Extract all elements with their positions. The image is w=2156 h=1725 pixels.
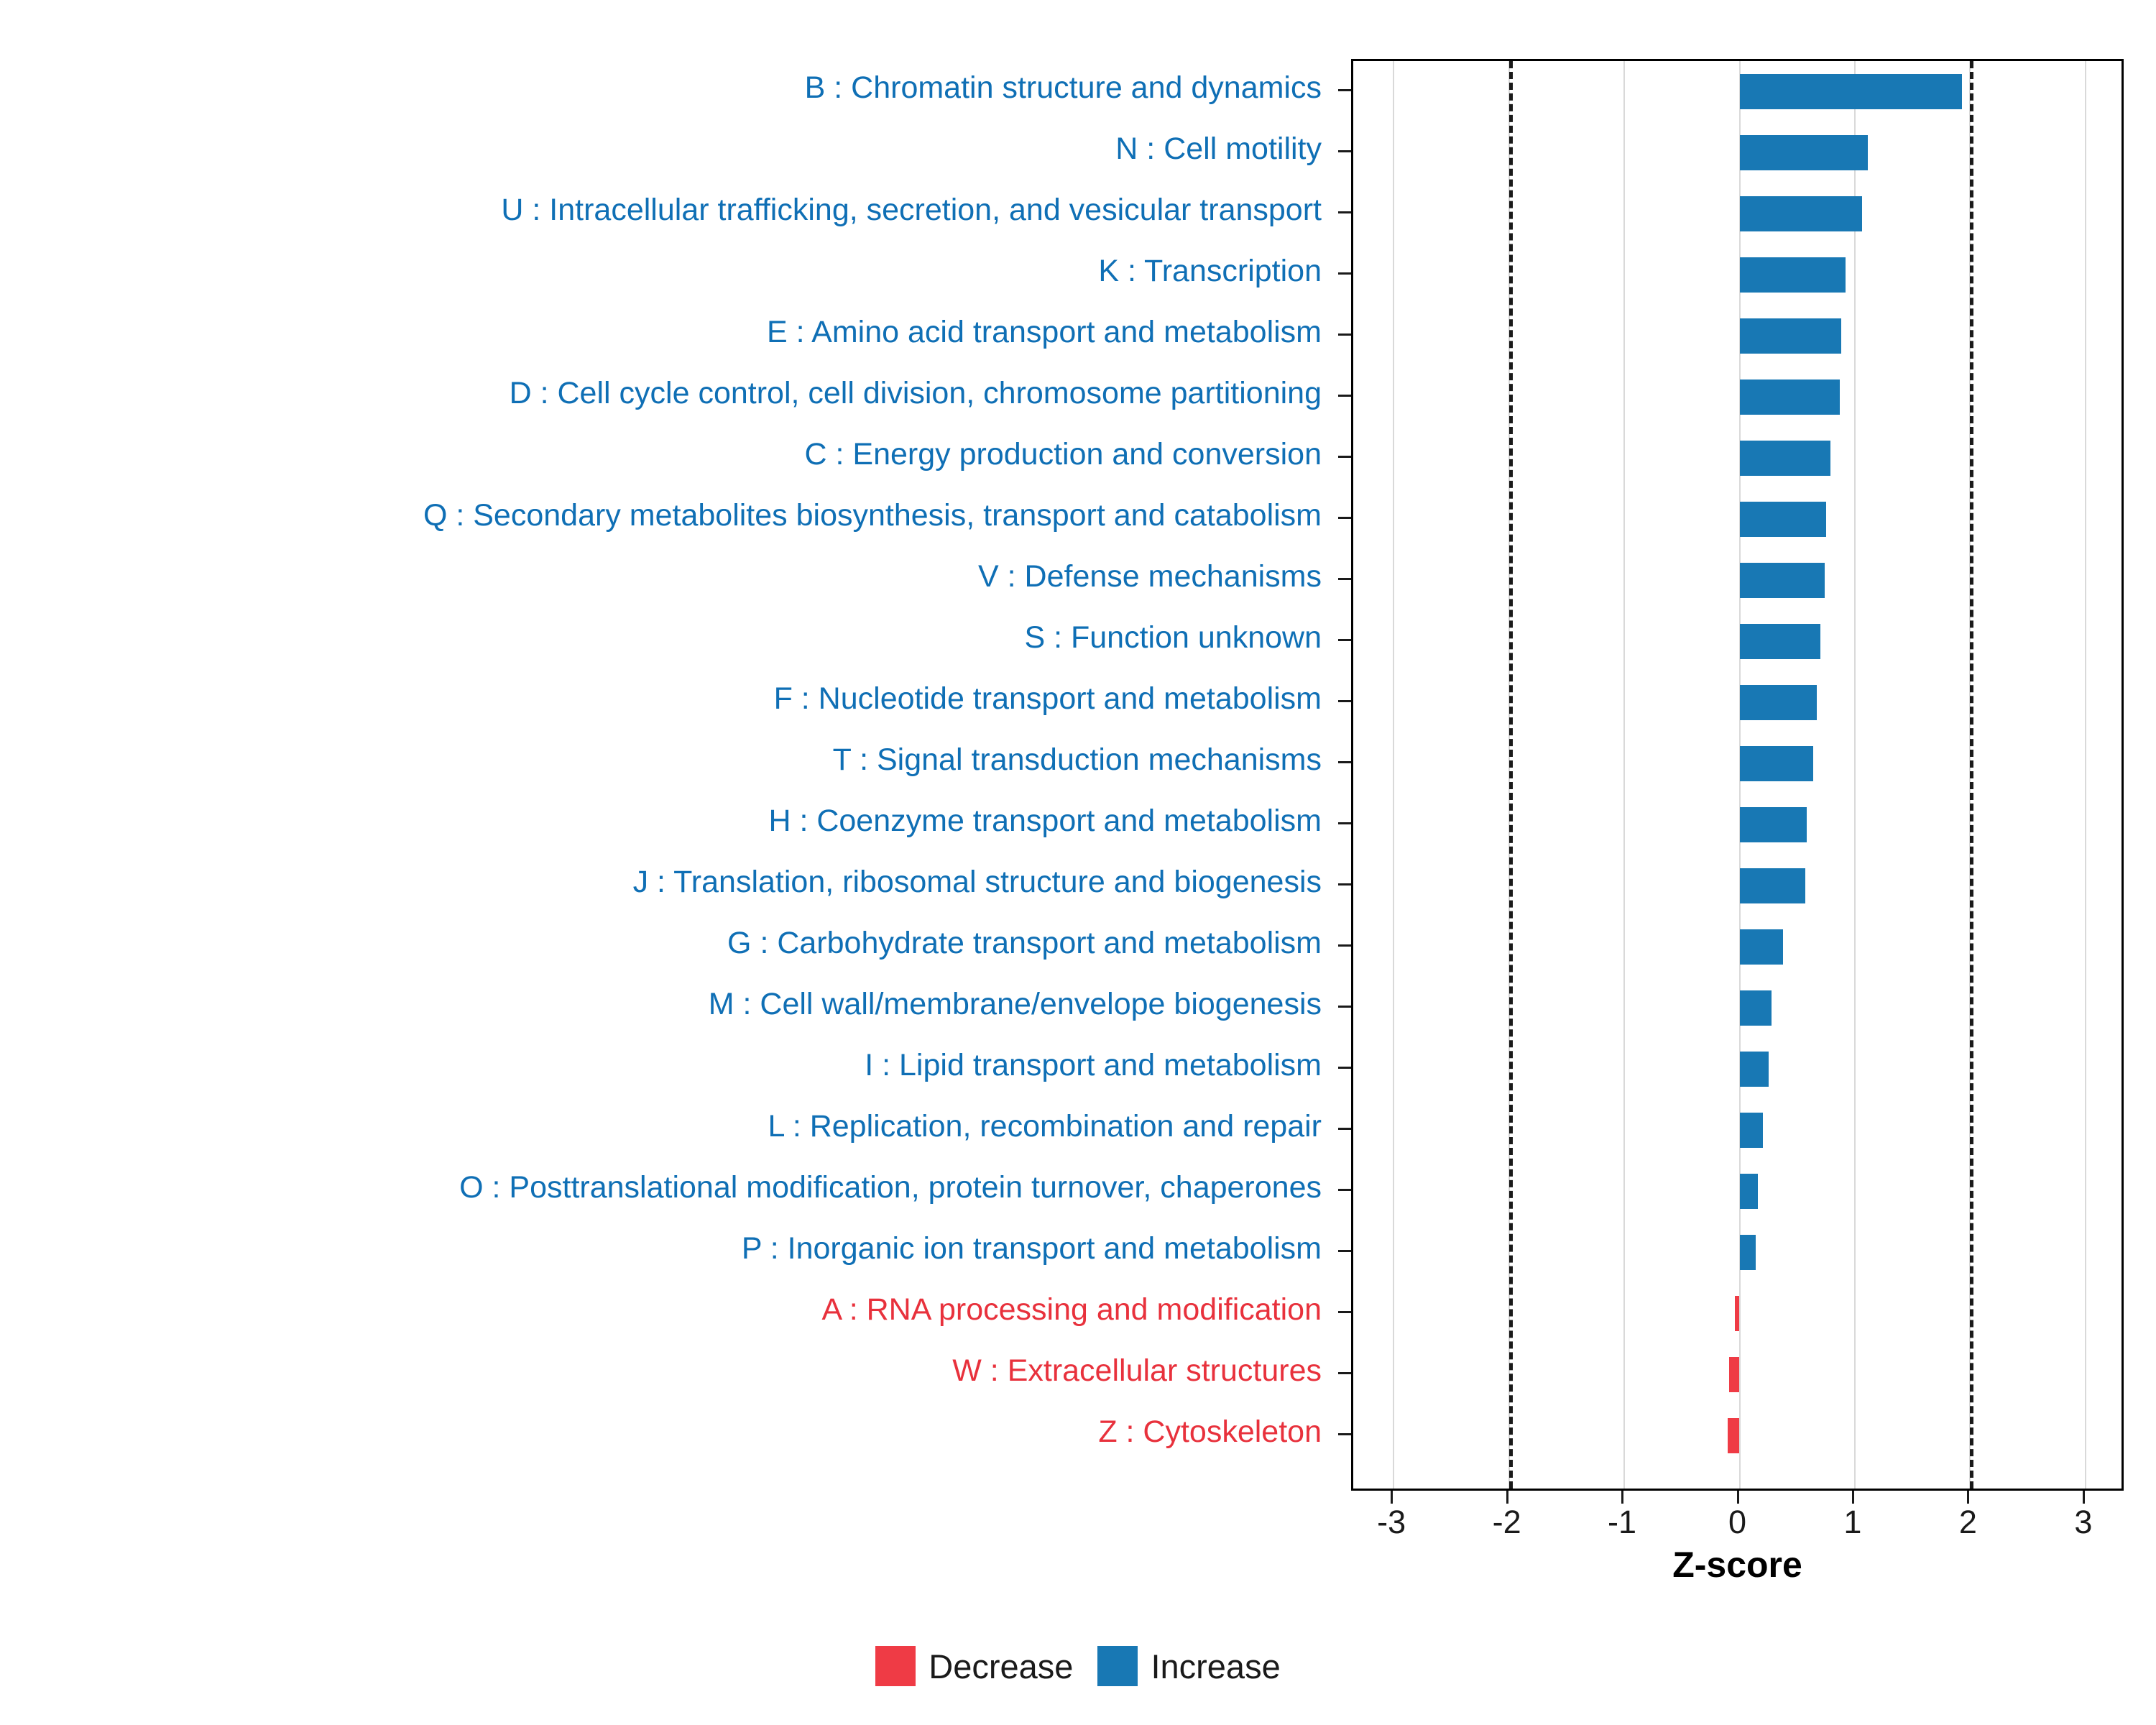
category-label: J : Translation, ribosomal structure and biogenesis	[632, 865, 1322, 899]
category-label: D : Cell cycle control, cell division, chromosome partitioning	[509, 376, 1322, 410]
bar-row	[1353, 244, 2122, 305]
x-tick-label: 1	[1843, 1504, 1862, 1540]
category-tick	[1338, 426, 1351, 487]
category-tick	[1338, 1036, 1351, 1098]
category-tick	[1338, 731, 1351, 792]
bar-row	[1353, 367, 2122, 428]
category-tick	[1338, 120, 1351, 181]
x-axis	[1351, 1491, 2124, 1541]
x-tick-label: 3	[2074, 1504, 2093, 1540]
category-label: P : Inorganic ion transport and metabolism	[741, 1231, 1322, 1266]
bar-row	[1353, 1161, 2122, 1222]
x-tick	[2083, 1491, 2085, 1504]
bar	[1740, 1113, 1763, 1148]
category-label: N : Cell motility	[1115, 132, 1322, 166]
category-label: F : Nucleotide transport and metabolism	[773, 681, 1322, 716]
x-tick	[1506, 1491, 1508, 1504]
bar-series	[1353, 61, 2122, 1489]
bar	[1740, 929, 1784, 965]
x-tick	[1852, 1491, 1854, 1504]
x-tick-label: -3	[1377, 1504, 1406, 1540]
bar	[1740, 380, 1841, 415]
bar	[1740, 746, 1814, 781]
bar	[1740, 807, 1807, 842]
category-axis-tickmarks	[1338, 59, 1351, 1491]
category-label: C : Energy production and conversion	[804, 437, 1322, 472]
category-tick	[1338, 1220, 1351, 1281]
x-tick-label: 2	[1958, 1504, 1977, 1540]
category-tick	[1338, 1342, 1351, 1403]
category-tick	[1338, 1403, 1351, 1464]
x-tick	[1967, 1491, 1969, 1504]
bar	[1740, 318, 1841, 354]
category-label: A : RNA processing and modification	[821, 1292, 1322, 1327]
legend-swatch	[875, 1646, 916, 1686]
category-label: I : Lipid transport and metabolism	[865, 1048, 1322, 1082]
category-label: S : Function unknown	[1024, 620, 1322, 655]
bar	[1740, 563, 1825, 598]
bar-row	[1353, 611, 2122, 672]
bar	[1740, 257, 1846, 293]
category-label: U : Intracellular trafficking, secretion, and vesicular transport	[501, 193, 1322, 227]
category-label: Q : Secondary metabolites biosynthesis, transport and catabolism	[423, 498, 1322, 533]
bar-row	[1353, 978, 2122, 1039]
category-tick	[1338, 181, 1351, 242]
category-tick	[1338, 975, 1351, 1036]
bar-row	[1353, 122, 2122, 183]
category-tick	[1338, 670, 1351, 731]
category-tick	[1338, 303, 1351, 364]
bar	[1728, 1418, 1739, 1453]
legend-item	[1097, 1646, 1280, 1686]
category-label: B : Chromatin structure and dynamics	[804, 70, 1322, 105]
x-tick-label: -2	[1492, 1504, 1521, 1540]
category-label: L : Replication, recombination and repair	[768, 1109, 1322, 1144]
bar	[1740, 1174, 1759, 1209]
category-tick	[1338, 242, 1351, 303]
category-label: E : Amino acid transport and metabolism	[767, 315, 1322, 349]
category-tick	[1338, 1098, 1351, 1159]
bar	[1735, 1296, 1739, 1331]
category-tick	[1338, 548, 1351, 609]
bar-row	[1353, 1039, 2122, 1100]
bar-row	[1353, 855, 2122, 916]
category-tick	[1338, 364, 1351, 426]
x-axis-title: Z-score	[1672, 1545, 1802, 1585]
bar	[1740, 685, 1818, 720]
category-tick	[1338, 914, 1351, 975]
category-tick	[1338, 1159, 1351, 1220]
bar-row	[1353, 489, 2122, 550]
bar	[1729, 1357, 1739, 1392]
bar	[1740, 1235, 1756, 1270]
bar	[1740, 74, 1963, 109]
category-tick	[1338, 59, 1351, 120]
category-label: G : Carbohydrate transport and metabolism	[727, 926, 1322, 960]
category-label: T : Signal transduction mechanisms	[832, 742, 1322, 777]
bar-row	[1353, 733, 2122, 794]
bar	[1740, 1052, 1769, 1087]
bar-row	[1353, 1283, 2122, 1344]
legend-item	[875, 1646, 1073, 1686]
category-tick	[1338, 792, 1351, 853]
category-label: Z : Cytoskeleton	[1098, 1414, 1322, 1449]
category-tick	[1338, 1281, 1351, 1342]
bar-row	[1353, 305, 2122, 367]
category-label: W : Extracellular structures	[952, 1353, 1322, 1388]
bar	[1740, 624, 1820, 659]
legend	[0, 1646, 2156, 1686]
x-tick-label: -1	[1608, 1504, 1637, 1540]
bar-row	[1353, 916, 2122, 978]
bar-row	[1353, 550, 2122, 611]
legend-label: Increase	[1151, 1647, 1281, 1685]
bar-row	[1353, 1405, 2122, 1466]
bar-row	[1353, 672, 2122, 733]
bar-row	[1353, 183, 2122, 244]
category-label: H : Coenzyme transport and metabolism	[768, 804, 1322, 838]
x-tick	[1737, 1491, 1739, 1504]
bar-row	[1353, 1100, 2122, 1161]
legend-swatch	[1097, 1646, 1138, 1686]
category-axis-labels	[0, 58, 1333, 1463]
bar-row	[1353, 1222, 2122, 1283]
bar	[1740, 868, 1805, 903]
bar	[1740, 441, 1831, 476]
category-label: O : Posttranslational modification, protein turnover, chaperones	[459, 1170, 1322, 1205]
bar-row	[1353, 794, 2122, 855]
plot-panel	[1351, 59, 2124, 1491]
category-tick	[1338, 609, 1351, 670]
legend-label: Decrease	[929, 1647, 1074, 1685]
category-label: K : Transcription	[1098, 254, 1322, 288]
bar-row	[1353, 428, 2122, 489]
bar	[1740, 502, 1826, 537]
x-tick	[1621, 1491, 1623, 1504]
x-tick-label: 0	[1728, 1504, 1747, 1540]
category-label: V : Defense mechanisms	[978, 559, 1322, 594]
category-tick	[1338, 487, 1351, 548]
bar	[1740, 990, 1772, 1026]
x-tick	[1391, 1491, 1393, 1504]
bar-row	[1353, 1344, 2122, 1405]
bar	[1740, 196, 1862, 231]
category-label: M : Cell wall/membrane/envelope biogenesis	[708, 987, 1322, 1021]
bar-row	[1353, 61, 2122, 122]
category-tick	[1338, 853, 1351, 914]
bar	[1740, 135, 1868, 170]
